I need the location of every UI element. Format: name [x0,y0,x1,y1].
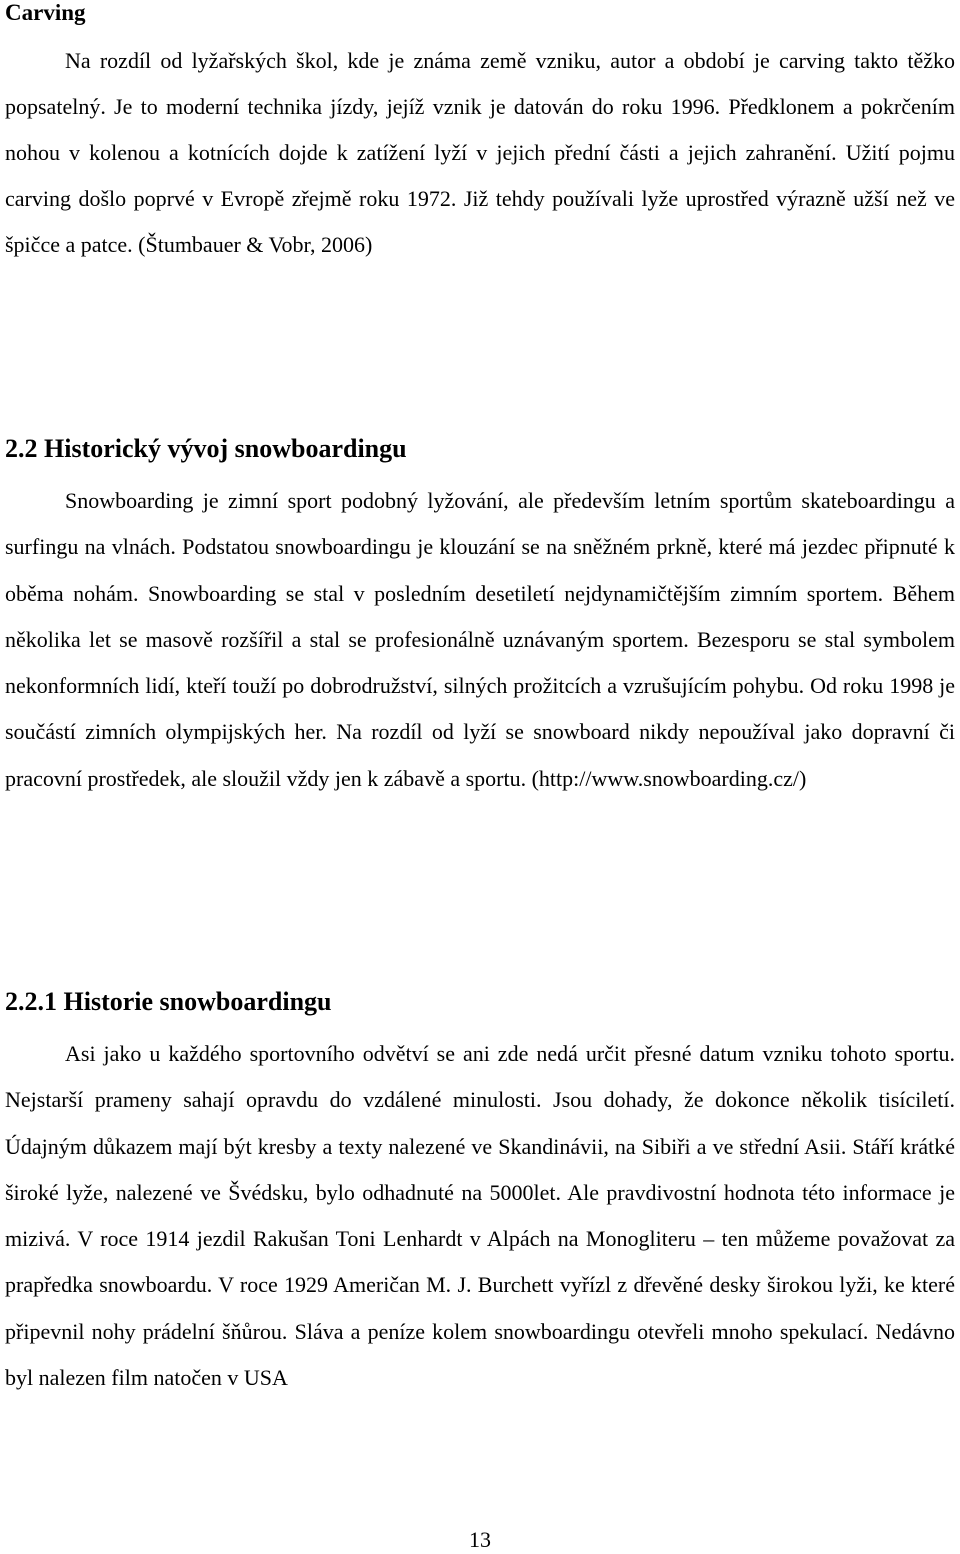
carving-text: Na rozdíl od lyžařských škol, kde je známa země vzniku, autor a období je carving takto těžko popsatelný. Je to moderní technika jízdy, jejíž vznik je datován do roku 1996. Předklonem a pokrčením nohou v kolenou a kotnících dojde k zatížení lyží v jejich přední části a jejich zahranění. Užití pojmu carving došlo poprvé v Evropě zřejmě roku 1972. Již tehdy používali lyže uprostřed výrazně užší než ve špičce a patce. (Štumbauer & Vobr, 2006) [5,48,955,257]
history-text: Snowboarding je zimní sport podobný lyžování, ale především letním sportům skateboardingu a surfingu na vlnách. Podstatou snowboardingu je klouzání se na sněžném prkně, které má jezdec připnuté k oběma nohám. Snowboarding se stal v posledním desetiletí nejdynamičtějším zimním sportem. Během několika let se masově rozšířil a stal se profesionálně uznávaným sportem. Bezesporu se stal symbolem nekonformních lidí, kteří touží po dobrodružství, silných prožitcích a vzrušujícím pohybu. Od roku 1998 je součástí zimních olympijských her. Na rozdíl od lyží se snowboard nikdy nepoužíval jako dopravní či pracovní prostředek, ale sloužil vždy jen k zábavě a sportu. (http://www.snowboarding.cz/) [5,488,955,791]
page-number: 13 [469,1527,491,1552]
section-2-2-heading: 2.2 Historický vývoj snowboardingu [5,434,407,463]
history-paragraph [5,478,955,802]
snowboard-history-text: Asi jako u každého sportovního odvětví se ani zde nedá určit přesné datum vzniku tohoto sportu. Nejstarší prameny sahají opravdu do vzdálené minulosti. Jsou dohady, že dokonce několik tisíciletí. Údajným důkazem mají být kresby a texty nalezené ve Skandinávii, na Sibiři a ve střední Asii. Stáří krátké široké lyže, nalezené ve Švédsku, bylo odhadnuté na 5000let. Ale pravdivostní hodnota této informace je mizivá. V roce 1914 jezdil Rakušan Toni Lenhardt v Alpách na Monogliteru – ten můžeme považovat za prapředka snowboardu. V roce 1929 Američan M. J. Burchett vyřízl z dřevěné desky širokou lyži, ke které připevnil nohy prádelní šňůrou. Sláva a peníze kolem snowboardingu otevřeli mnoho spekulací. Nedávno byl nalezen film natočen v USA [5,1041,955,1391]
carving-heading: Carving [5,0,86,25]
snowboard-history-paragraph [5,1031,955,1401]
section-2-2-1-heading: 2.2.1 Historie snowboardingu [5,987,332,1016]
carving-paragraph [5,38,955,268]
